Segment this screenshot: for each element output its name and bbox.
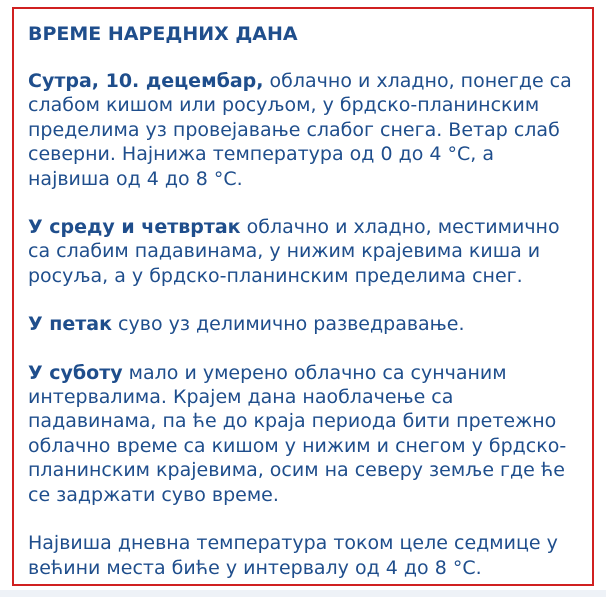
- forecast-title: ВРЕМЕ НАРЕДНИХ ДАНА: [28, 23, 298, 45]
- forecast-text-wed-thu: облачно и хладно, местимично са слабим падавинама, у нижим крајевима киша и росуља, а у брдско-планинским пределима снег.: [28, 216, 560, 287]
- forecast-text-saturday: мало и умерено облачно са сунчаним интервалима. Крајем дана наоблачење са падавинама, па ће до краја периода бити претежно облачно време са кишом у нижим и снегом у брдско-планинским крајевима, осим на северу земље где ће се задржати суво време.: [28, 361, 567, 506]
- forecast-box: [12, 7, 594, 586]
- forecast-paragraph-wed-thu: [28, 215, 578, 288]
- forecast-paragraph-tomorrow: [28, 69, 578, 191]
- forecast-text-friday: суво уз делимично разведравање.: [112, 313, 465, 336]
- forecast-paragraph-week-summary: [28, 531, 578, 580]
- day-label-tomorrow: Сутра, 10. децембар,: [28, 70, 264, 92]
- forecast-paragraph-saturday: [28, 361, 578, 507]
- forecast-text-week-summary: Највиша дневна температура током целе седмице у већини места биће у интервалу од 4 до 8 °C.: [28, 532, 558, 579]
- day-label-wed-thu: У среду и четвртак: [28, 216, 241, 239]
- forecast-text-tomorrow: облачно и хладно, понегде са слабом кишом или росуљом, у брдско-планинским пределима уз провејавање слабог снега. Ветар слаб северни. Најнижа температура од 0 до 4 °C, а највиша од 4 до 8 °C.: [28, 70, 572, 190]
- day-label-friday: У петак: [28, 313, 113, 336]
- forecast-paragraph-friday: [28, 312, 578, 336]
- bottom-strip: [0, 590, 606, 597]
- day-label-saturday: У суботу: [28, 361, 123, 384]
